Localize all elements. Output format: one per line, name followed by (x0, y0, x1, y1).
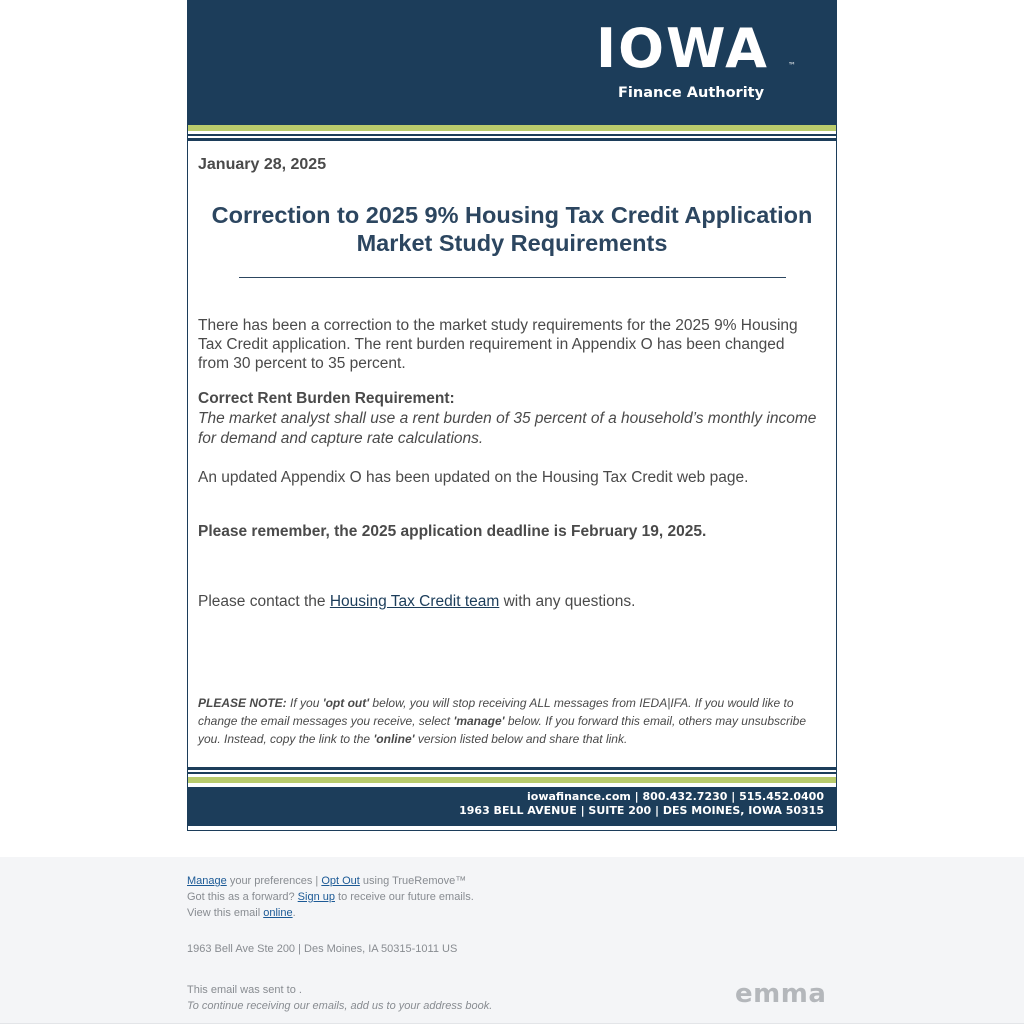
forward-prefix: Got this as a forward? (187, 891, 298, 903)
header-navy-rule-2 (188, 138, 836, 141)
mailing-address: 1963 Bell Ave Ste 200 | Des Moines, IA 50315-1011 US (187, 943, 458, 955)
contact-prefix: Please contact the (198, 593, 330, 610)
footer-contact-line: iowafinance.com | 800.432.7230 | 515.452.0400 (527, 790, 824, 803)
deadline-reminder: Please remember, the 2025 application deadline is February 19, 2025. (198, 523, 707, 540)
opt-out-link[interactable]: Opt Out (321, 875, 360, 887)
intro-paragraph: There has been a correction to the market study requirements for the 2025 9% Housing Tax Credit application. The rent burden requirement in Appendix O has been changed from 30 percent to 35 percent. (198, 317, 798, 372)
online-link[interactable]: online (263, 907, 293, 919)
footer-green-stripe (188, 777, 836, 783)
note-text: version listed below and share that link. (414, 732, 628, 746)
housing-tax-credit-team-link[interactable]: Housing Tax Credit team (329, 593, 500, 610)
note-text: below, you will stop receiving ALL messages from IEDA|IFA. If you would like to change the email messages you receive, select (198, 696, 794, 728)
title-divider (239, 277, 786, 278)
update-paragraph: An updated Appendix O has been updated on the Housing Tax Credit web page. (198, 469, 749, 486)
forward-line (187, 891, 474, 903)
logo-trademark: ™ (788, 61, 796, 70)
view-prefix: View this email (187, 907, 264, 919)
header-banner (188, 1, 836, 125)
address-book-line: To continue receiving our emails, add us to your address book. (187, 1000, 493, 1012)
manage-suffix: your preferences | (226, 875, 322, 887)
forward-suffix: to receive our future emails. (334, 891, 474, 903)
note-opt-out: 'opt out' (322, 696, 370, 710)
email-card (187, 0, 837, 831)
requirement-text: The market analyst shall use a rent burden of 35 percent of a household’s monthly income for demand and capture rate calculations. (198, 410, 817, 447)
sign-up-link[interactable]: Sign up (297, 891, 335, 903)
note-label: PLEASE NOTE: (198, 696, 287, 710)
footer-navy-rule (188, 767, 836, 770)
requirement-heading: Correct Rent Burden Requirement: (198, 390, 455, 407)
manage-link[interactable]: Manage (187, 875, 227, 887)
preferences-line (187, 875, 466, 887)
sent-to-line: This email was sent to . (187, 984, 302, 996)
publish-date: January 28, 2025 (198, 156, 327, 173)
header-navy-rule (188, 134, 836, 136)
logo-subtitle: Finance Authority (618, 85, 765, 101)
iowa-finance-logo (596, 17, 796, 106)
opt-out-suffix: using TrueRemove™ (359, 875, 467, 887)
email-service-footer (0, 857, 1024, 1024)
view-suffix: . (292, 907, 296, 919)
please-note (198, 694, 823, 748)
footer-banner (188, 787, 836, 826)
title-line-2: Market Study Requirements (356, 230, 668, 256)
note-text: If you (286, 696, 323, 710)
footer-navy-rule-2 (188, 772, 836, 774)
emma-logo[interactable]: emma (735, 979, 827, 1009)
header-green-stripe (188, 125, 836, 131)
logo-word: IOWA (596, 17, 769, 80)
note-manage: 'manage' (453, 714, 505, 728)
contact-paragraph (198, 592, 818, 611)
footer-address-line: 1963 BELL AVENUE | SUITE 200 | DES MOINES, IOWA 50315 (459, 804, 824, 817)
view-online-line (187, 907, 296, 919)
note-online: 'online' (373, 732, 415, 746)
note-text: below. If you forward this email, others may unsubscribe you. Instead, copy the link to the (198, 714, 807, 746)
contact-suffix: with any questions. (499, 593, 636, 610)
title-line-1: Correction to 2025 9% Housing Tax Credit Application (211, 202, 813, 228)
article-title (198, 201, 826, 257)
